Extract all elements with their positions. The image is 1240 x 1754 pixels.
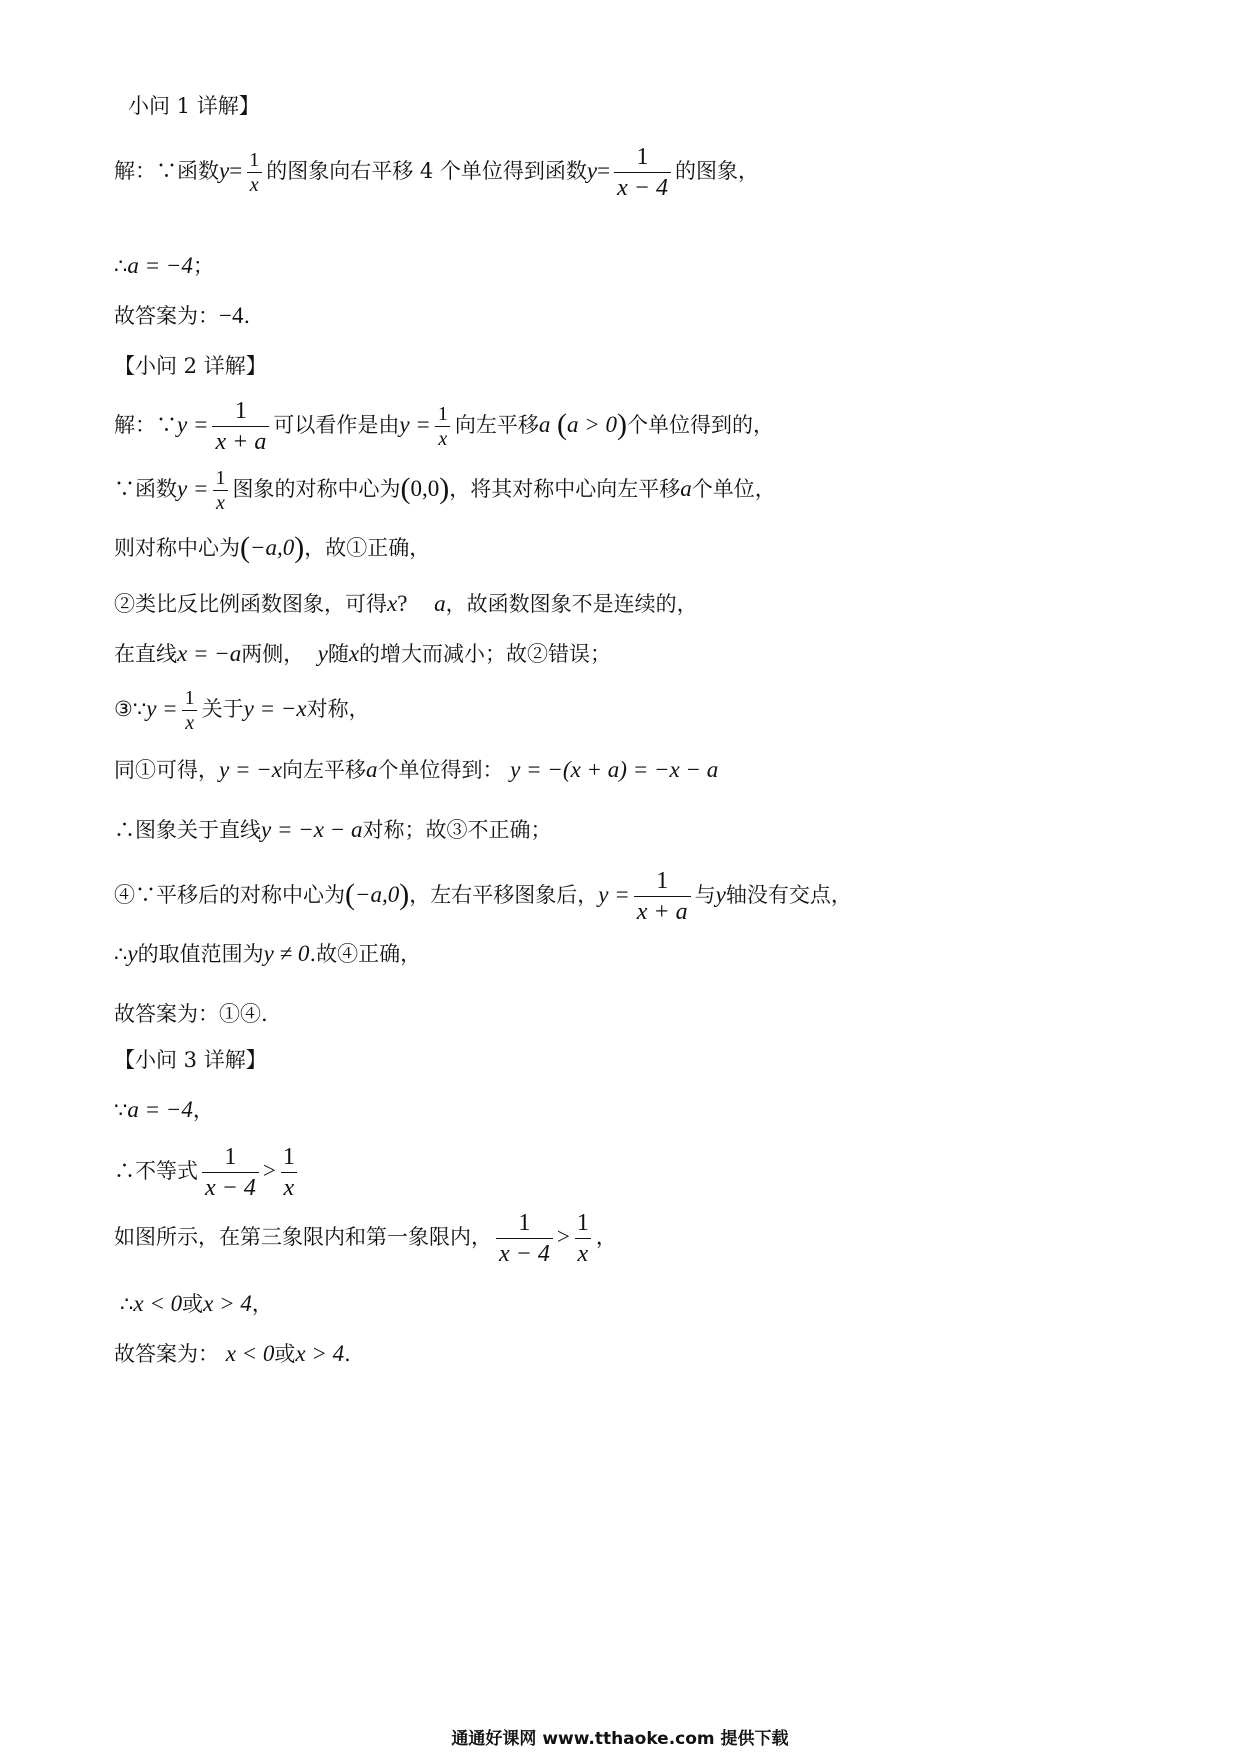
p4-prefix: 解：∵	[114, 413, 177, 437]
p18-or: 或	[182, 1292, 204, 1316]
p9-mid: 关于	[201, 697, 244, 721]
p19-prefix: 故答案为：	[114, 1342, 219, 1366]
p4-frac1-num: 1	[234, 398, 247, 424]
p5-suffix2: 个单位，	[691, 477, 776, 501]
p5-a: a	[680, 476, 692, 501]
p9-frac-num: 1	[184, 687, 195, 709]
p6-paren-open: (	[240, 531, 250, 564]
p1-eq: =	[229, 158, 243, 183]
p6-prefix: 则对称中心为	[114, 536, 240, 560]
p6-point: −a,0	[250, 535, 295, 560]
p4-lhs: y =	[177, 412, 209, 437]
p3-text: 故答案为：	[114, 304, 219, 328]
paragraph-17	[114, 1208, 617, 1269]
p17-end: ，	[595, 1225, 617, 1249]
p17-fraction-2	[574, 1208, 592, 1269]
p12-paren-open: (	[345, 878, 355, 911]
p4-cond: a > 0	[567, 412, 618, 437]
p17-frac2-num: 1	[576, 1210, 589, 1236]
p1-frac1-den: x	[247, 172, 262, 197]
p5-frac-den: x	[213, 490, 228, 515]
page-footer: 通通好课网 www.tthaoke.com 提供下载	[451, 1729, 789, 1749]
p7-q: ?	[397, 591, 408, 616]
p4-frac2-num: 1	[437, 403, 448, 425]
p8-mid: 两侧，	[241, 642, 305, 666]
p19-math2: x > 4	[295, 1341, 345, 1366]
p18-math1: x < 0	[133, 1291, 183, 1316]
heading-question-3: 【小问 3 详解】	[114, 1048, 267, 1072]
p8-y: y	[317, 641, 328, 666]
p1-frac2-den: x − 4	[614, 172, 671, 203]
p1-fraction-2	[614, 142, 671, 203]
p11-suffix: 对称；故③不正确；	[362, 818, 552, 842]
p8-suffix: 的增大而减小；故②错误；	[359, 642, 612, 666]
p1-mid: 的图象向右平移 4 个单位得到函数	[266, 159, 587, 183]
paragraph-15	[114, 1096, 214, 1124]
paragraph-13	[114, 940, 421, 968]
paragraph-7	[114, 590, 698, 618]
p16-frac1-num: 1	[224, 1144, 237, 1170]
p17-gt: >	[556, 1224, 570, 1249]
p12-frac-den: x + a	[634, 896, 691, 927]
p12-prefix: ④∵平移后的对称中心为	[114, 883, 345, 907]
p7-prefix: ②类比反比例函数图象，可得	[114, 592, 387, 616]
paragraph-19	[114, 1340, 351, 1368]
p1-eq2: =	[597, 158, 611, 183]
p5-prefix: ∵函数	[114, 477, 177, 501]
p5-paren-open: (	[400, 472, 411, 505]
p17-frac1-num: 1	[518, 1210, 531, 1236]
p16-fraction-1	[202, 1142, 259, 1203]
p6-paren-close: )	[294, 531, 305, 564]
paragraph-3	[114, 302, 250, 330]
p5-paren-close: )	[439, 472, 450, 505]
p18-end: ，	[251, 1292, 273, 1316]
p10-a: a	[365, 757, 378, 782]
p13-prefix: ∴	[114, 942, 128, 966]
p10-math1: y = −x	[219, 757, 282, 782]
p7-x: x	[387, 591, 398, 616]
p13-math: y ≠ 0	[263, 941, 310, 966]
p12-fraction	[634, 866, 691, 927]
paragraph-11	[114, 816, 551, 844]
p9-lhs: y =	[146, 696, 178, 721]
p13-suffix: .故④正确，	[309, 942, 422, 966]
paragraph-14: 故答案为：①④.	[114, 1002, 268, 1026]
p1-prefix: 解：∵函数	[114, 159, 219, 183]
heading-question-1: 小问 1 详解】	[128, 94, 260, 118]
p16-frac2-den: x	[281, 1172, 298, 1203]
p5-lhs: y =	[177, 476, 209, 501]
p1-frac1-num: 1	[249, 149, 260, 171]
p12-mid2: 与	[694, 883, 716, 907]
p11-math: y = −x − a	[261, 817, 363, 842]
p4-paren-open: (	[557, 408, 568, 441]
p4-fraction-2	[435, 402, 451, 451]
p9-fraction	[182, 686, 198, 735]
paragraph-10	[114, 756, 718, 784]
p19-math1: x < 0	[225, 1341, 275, 1366]
p17-prefix: 如图所示，在第三象限内和第一象限内，	[114, 1225, 492, 1249]
p15-math: a = −4	[127, 1097, 193, 1122]
p12-lhs: y =	[598, 882, 630, 907]
paragraph-5	[114, 466, 776, 515]
paragraph-16	[114, 1142, 302, 1203]
p15-prefix: ∵	[114, 1098, 128, 1122]
p5-mid: 图象的对称中心为	[232, 477, 401, 501]
p8-x: x	[348, 641, 360, 666]
p3-end: .	[243, 304, 251, 328]
p16-frac2-num: 1	[282, 1144, 295, 1170]
paragraph-2	[114, 252, 214, 280]
paragraph-1	[114, 142, 759, 203]
p4-a: a	[538, 412, 551, 437]
p10-math2: y = −(x + a) = −x − a	[510, 757, 719, 782]
p17-frac2-den: x	[575, 1238, 592, 1269]
p2-therefore: ∴	[114, 254, 128, 278]
p12-paren-close: )	[399, 878, 410, 911]
p7-suffix: ，故函数图象不是连续的，	[445, 592, 698, 616]
p12-point: −a,0	[355, 882, 400, 907]
p2-math: a = −4	[127, 253, 193, 278]
paragraph-18	[120, 1290, 273, 1318]
p1-y: y	[219, 158, 230, 183]
paragraph-9	[114, 686, 370, 735]
p9-frac-den: x	[182, 710, 197, 735]
p9-suffix: 对称，	[306, 697, 370, 721]
paragraph-6	[114, 531, 431, 564]
p2-end: ；	[192, 254, 214, 278]
p12-frac-num: 1	[656, 868, 669, 894]
p16-prefix: ∴不等式	[114, 1159, 198, 1183]
p13-y: y	[127, 941, 138, 966]
p16-frac1-den: x − 4	[202, 1172, 259, 1203]
p17-frac1-den: x − 4	[496, 1238, 553, 1269]
p5-frac-num: 1	[215, 467, 226, 489]
p4-frac1-den: x + a	[212, 426, 269, 457]
p4-frac2-den: x	[435, 426, 450, 451]
heading-question-2: 【小问 2 详解】	[114, 354, 267, 378]
p4-paren-close: )	[617, 408, 628, 441]
p9-prefix: ③∵	[114, 697, 147, 721]
p12-y: y	[715, 882, 726, 907]
p9-math: y = −x	[243, 696, 307, 721]
p16-fraction-2	[280, 1142, 298, 1203]
p19-or: 或	[274, 1342, 296, 1366]
p8-prefix: 在直线	[114, 642, 177, 666]
p4-lhs2: y =	[399, 412, 431, 437]
p4-mid1: 可以看作是由	[273, 413, 400, 437]
p1-fraction-1	[246, 148, 262, 197]
p8-mid2: 随	[327, 642, 349, 666]
p13-mid: 的取值范围为	[137, 942, 264, 966]
p4-fraction-1	[212, 396, 269, 457]
p16-gt: >	[262, 1158, 276, 1183]
p4-mid2: 向左平移	[454, 413, 539, 437]
p19-end: .	[344, 1342, 351, 1366]
p18-prefix: ∴	[120, 1292, 134, 1316]
p6-suffix: ，故①正确，	[304, 536, 431, 560]
p10-prefix: 同①可得，	[114, 758, 219, 782]
p7-a: a	[434, 591, 446, 616]
p12-suffix: 轴没有交点，	[725, 883, 852, 907]
p10-mid: 向左平移	[281, 758, 366, 782]
p5-point: 0,0	[410, 476, 440, 501]
p8-math: x = −a	[177, 641, 242, 666]
paragraph-12	[114, 866, 852, 927]
p1-y2: y	[586, 158, 598, 183]
p11-prefix: ∴图象关于直线	[114, 818, 261, 842]
p10-mid2: 个单位得到：	[377, 758, 504, 782]
p5-fraction	[212, 466, 228, 515]
p5-suffix1: ，将其对称中心向左平移	[449, 477, 681, 501]
p17-fraction-1	[496, 1208, 553, 1269]
paragraph-4	[114, 396, 774, 457]
p15-end: ，	[192, 1098, 214, 1122]
p18-math2: x > 4	[203, 1291, 252, 1316]
p1-frac2-num: 1	[636, 144, 649, 170]
p12-mid: ，左右平移图象后，	[409, 883, 599, 907]
p1-suffix: 的图象，	[674, 159, 759, 183]
paragraph-8	[114, 640, 611, 668]
p3-math: −4	[219, 303, 244, 328]
p4-suffix: 个单位得到的，	[627, 413, 775, 437]
